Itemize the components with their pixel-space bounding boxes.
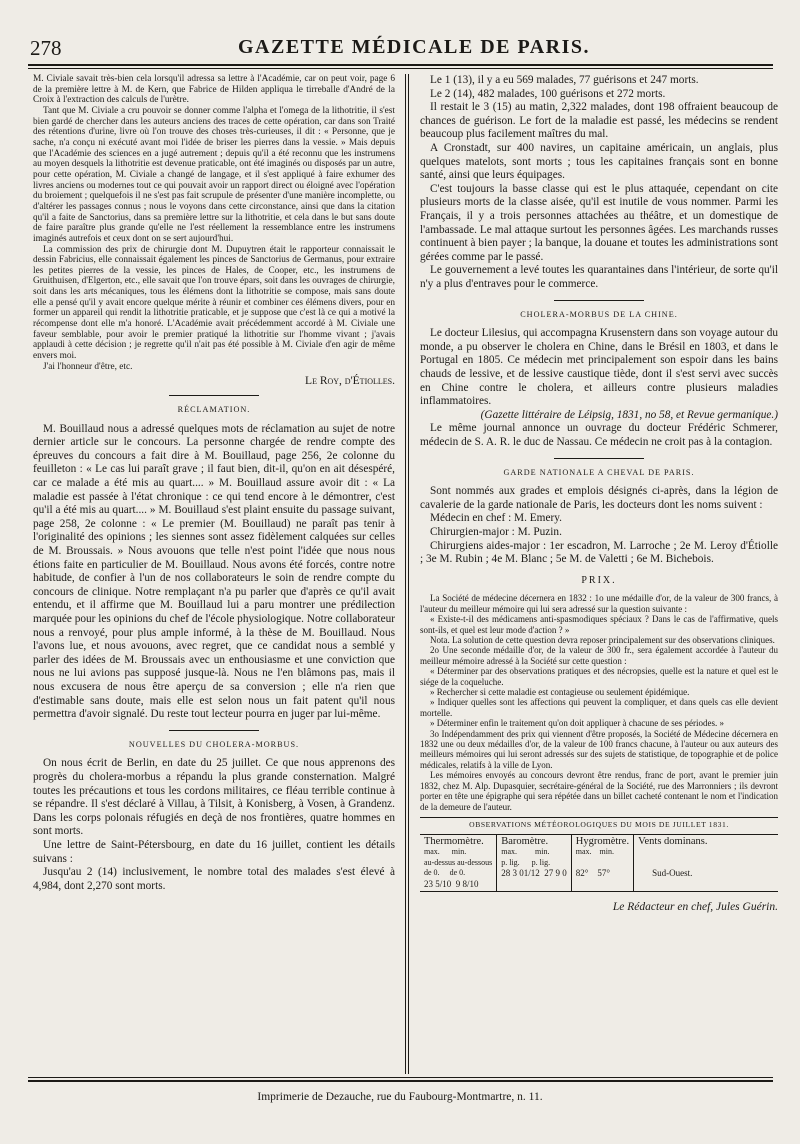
column-divider-2: [408, 74, 409, 1074]
paragraph: M. Bouillaud nous a adressé quelques mots de réclamation au sujet de notre dernier article sur le concours. La personne chargée de rendre compte des épreuves du concours a fait dire à M. Bouillaud, page 256, 2e colonne du feuilleton : « Le cas lui paraît grave ; il faut bien, dit-il, qu'on en ait désespéré, car ce malade a été mis au quart.... » M. Bouillaud assure avoir dit : « La maladie est passée à l'état chronique : ce qui tend encore à le démontrer, c'est qu'il a été mis au quart.... » M. Bouillaud s'est plaint ensuite du passage suivant, page 258, 2e colonne : « Le premier (M. Bouillaud) ne paraît pas tenir à l'originalité des opinions ; les siennes sont assez fidèlement calquées sur celles de M. Broussais. » Nous avouons que telle n'est point l'idée que nous nous étions faite en particulier de M. Bouillaud. Nous avons été forcés, contre notre habitude, de confier à l'un de nos collaborateurs le soin de rendre compte du concours de clinique. Notre remplaçant n'a pu parler que d'après ce qu'il avait entendu, et il affirme que M. Bouillaud lui a paru montrer une prédilection marquée pour les opinions du chef de l'école physiologique. Notre collaborateur nous a renvoyé, pour plus ample informé, à la thèse de M. Bouillaud. Nous l'avons lue, et nous avouons, avec regret, que ce candidat nous a semblé y parler des idées de M. Broussais avec un enthousiasme et une conviction que nous ne lui avions pas supposé jusque-là. Nous ne l'en blâmons pas, mais il nous excusera de nous être aperçu de sa conversion ; elle n'a rien que d'estimable sans doute, mais elle est selon nous un fait patent qu'il nous permettra d'avoir signalé. Du reste tout lecteur pourra en juger par lui-même.: [33, 422, 395, 721]
thermo-min-value: 9 8/10: [455, 878, 479, 889]
paragraph: C'est toujours la basse classe qui est le plus attaquée, cependant on cite plusieurs morts de la classe aisée, qu'il est inutile de vous nommer. Parmi les Français, il y a trois personnes attachées au théâtre, et un domestique de l'ambassade. Le mal attaque surtout les personnes âgées. Les marchands russes continuent à bien payer ; la banque, la douane et toutes les administrations sont gérées comme par le passé.: [420, 182, 778, 263]
paragraph: » Indiquer quelles sont les affections qui peuvent la compliquer, et dans quels cas elle devient mortelle.: [420, 697, 778, 718]
paragraph: J'ai l'honneur d'être, etc.: [43, 361, 133, 372]
paragraph: La commission des prix de chirurgie dont M. Dupuytren était le rapporteur connaissait le dessin Fabricius, elle connaissait également les pinces de Sanctorius de Germanus, pour extraire les petites pierres de la vessie, les pinces de Hales, de Cooper, etc., les instrumens de Gruithuisen, d'Elgerton, etc., elle savait que l'on trouve épars, soit dans les ouvrages de chirurgie, soit dans les arts mécaniques, tous les élémens dont la lithotritie se compose, mais sans doute elle a pensé qu'il y avait encore quelque mérite à réunir et combiner ces élémens divers, pour en former un appareil qui rendit la lithotritie praticable, et je suppose que c'est là ce qui a motivé la récompense dont elle m'a honoré. L'Académie avait précédemment accordé à M. Civiale une faveur semblable, pour avoir le premier pratiqué la lithotritie sur l'homme vivant ; j'avais applaudi à cette décision ; je regrette qu'il n'ait pas été possible à M. Civiale d'en agir de même envers moi.: [33, 244, 395, 362]
page-number: 278: [30, 36, 62, 60]
baro-min-value: 27 9 0: [544, 868, 567, 879]
masthead-title: GAZETTE MÉDICALE DE PARIS.: [238, 36, 591, 58]
baro-min-label: min.: [535, 847, 550, 857]
section-heading: NOUVELLES DU CHOLERA-MORBUS.: [128, 739, 300, 749]
divider: [554, 300, 644, 301]
signature: Le Roy, d'Étiolles.: [305, 375, 395, 388]
winds-label: Vents dominans.: [638, 835, 708, 847]
baro-max-label: max.: [501, 847, 517, 857]
thermometer-cell: [420, 835, 497, 892]
thermo-max-label: max.: [424, 847, 440, 857]
paragraph: Les mémoires envoyés au concours devront être rendus, franc de port, avant le premier juin 1832, chez M. Alp. Dupasquier, secrétaire-général de la Société, rue des Marronniers ; ils devront porter en tête une épigraphe qui sera répétée dans un billet cacheté contenant le nom et l'indication de la demeure de l'auteur.: [420, 770, 778, 812]
paragraph: Le même journal annonce un ouvrage du docteur Frédéric Schmerer, médecin de S. A. R. le duc de Nassau. Ce médecin ne croit pas à la contagion.: [420, 422, 778, 448]
paragraph: La Société de médecine décernera en 1832 : 1o une médaille d'or, de la valeur de 300 francs, à l'auteur du meilleur mémoire qui lui sera adressé sur la question suivante :: [420, 593, 778, 614]
hygro-max-label: max.: [575, 847, 592, 857]
paragraph: Le docteur Lilesius, qui accompagna Krusenstern dans son voyage autour du monde, a pu observer le cholera en Chine, dans le Brésil en 1803, et dans le Portugal en 1805. Ce médecin met principalement son espoir dans les bains chauds de lessive, et de lessive caustique tiède, dont il s'est servi avec succès en Chine contre le cholera, et ailleurs contre plusieurs maladies inflammatoires.: [420, 327, 778, 408]
thermo-note: au-dessus: [424, 857, 456, 867]
hygro-min-label: min.: [599, 847, 614, 857]
hygrometer-label: Hygromètre.: [575, 835, 630, 847]
baro-max-value: 28 3 01/12: [501, 868, 540, 879]
paragraph: Nota. La solution de cette question devra reposer principalement sur des observations cliniques.: [430, 635, 775, 645]
paragraph: M. Civiale savait très-bien cela lorsqu'il adressa sa lettre à l'Académie, car on peut voir, page 6 de la première lettre à M. de Kern, que Fabrice de Hilden appliqua le tirreballe d'André de la Croix à l'extraction des calculs de l'urètre.: [33, 74, 395, 106]
divider: [169, 730, 259, 731]
thermo-note: de 0.: [424, 868, 440, 878]
column-divider: [405, 74, 406, 1074]
paragraph: 2o Une seconde médaille d'or, de la valeur de 300 fr., sera également accordée à l'auteur du meilleur mémoire adressé à la Société sur cette question :: [420, 645, 778, 666]
barometer-cell: [497, 835, 572, 892]
footer-rule: [28, 1077, 773, 1078]
section-heading: GARDE NATIONALE A CHEVAL DE PARIS.: [503, 467, 695, 477]
weather-title: OBSERVATIONS MÉTÉOROLOGIQUES DU MOIS DE JUILLET 1831.: [469, 819, 729, 829]
barometer-label: Baromètre.: [501, 835, 549, 847]
thermometer-label: Thermomètre.: [424, 835, 484, 847]
editor-signature: Le Rédacteur en chef, Jules Guérin.: [612, 901, 778, 914]
paragraph: Jusqu'au 2 (14) inclusivement, le nombre total des malades s'est élevé à 4,984, dont 2,270 sont morts.: [33, 866, 395, 892]
printer-imprint: Imprimerie de Dezauche, rue du Faubourg-Montmartre, n. 11.: [257, 1091, 543, 1103]
citation: (Gazette littéraire de Léipsig, 1831, no 58, et Revue germanique.): [480, 408, 778, 421]
paragraph: Chirurgiens aides-major : 1er escadron, M. Larroche ; 2e M. Leroy d'Étiolle ; 3e M. Rubin ; 4e M. Blanc ; 5e M. de Valetti ; 6e M. Bichebois.: [420, 539, 778, 566]
baro-unit: p. lig.: [531, 857, 551, 867]
paragraph: « Déterminer par des observations pratiques et des nécropsies, quelle est la nature et quel est le siége de la coqueluche.: [420, 666, 778, 687]
hygrometer-cell: [572, 835, 634, 892]
paragraph: Le gouvernement a levé toutes les quarantaines dans l'intérieur, de sorte qu'il n'y a plus d'entraves pour le commerce.: [420, 264, 778, 290]
paragraph: Le 2 (14), 482 malades, 100 guérisons et 272 morts.: [430, 87, 666, 100]
paragraph: « Existe-t-il des médicamens anti-spasmodiques spéciaux ? Dans le cas de l'affirmative, quels sont-ils, et quel est leur mode d'action ? »: [420, 614, 778, 635]
left-column: [33, 74, 395, 893]
winds-cell: [634, 835, 778, 892]
divider: [169, 395, 259, 396]
hygro-max-value: 82°: [575, 868, 589, 879]
hygro-min-value: 57°: [597, 868, 610, 879]
paragraph: Le 1 (13), il y a eu 569 malades, 77 guérisons et 247 morts.: [430, 74, 699, 86]
paragraph: » Rechercher si cette maladie est contagieuse ou seulement épidémique.: [430, 687, 690, 698]
paragraph: Il restait le 3 (15) au matin, 2,322 malades, dont 198 offraient beaucoup de chances de guérison. Le fort de la maladie est passé, les médecins se rendent beaucoup plus facilement maîtres du mal.: [420, 101, 778, 141]
thermo-note: au-dessous: [457, 857, 493, 867]
header-rule: [28, 64, 773, 66]
paragraph: On nous écrit de Berlin, en date du 25 juillet. Ce que nous apprenons des progrès du cholera-morbus a répandu la plus grande consternation. Malgré toutes les précautions et tous les cordons militaires, ce fléau terrible continue à se répandre. Il s'est déclaré à Villau, à Tilsit, à Konisberg, à Vosen, à Grandenz. Dans les corps polonais réfugiés en deçà de nos frontières, quatre hommes en sont morts.: [33, 757, 395, 838]
baro-unit: p. lig.: [501, 857, 520, 867]
paragraph: » Déterminer enfin le traitement qu'on doit appliquer à chacune de ses périodes. »: [430, 718, 725, 729]
header-rule-thin: [28, 68, 773, 69]
paragraph: Tant que M. Civiale a cru pouvoir se donner comme l'alpha et l'omega de la lithotritie, il s'est bien gardé de chercher dans les auteurs anciens des traces de cette opération, car dans son Traité des rétentions d'urine, livre où l'on trouve des choses très-curieuses, il dit : « Personne, que je sache, n'a conçu ni exécuté avant moi l'idée de briser les pierres dans la vessie. » Mais depuis que l'Académie des sciences en a jugé autrement ; depuis qu'il a été reconnu que les instrumens au moyen desquels la lithotritie est devenue praticable, ont été imaginés ou disposés par un autre, pour cette opération, M. Civiale a changé de langage, et il s'est appliqué à faire exhumer des livres anciens ou modernes tout ce qui pouvait avoir un rapport direct ou éloigné avec l'opération du broiement ; quelquefois il ne s'est pas fait scrupule de présenter d'une manière incomplette, ou d'altérer les passages connus ; nous le voyons dans cette circonstance, ainsi que dans la citation qu'il a faite de Sanctorius, dans sa première lettre sur la lithotritie, et cela dans le but sans doute de faire paraître plus grande qu'elle ne l'est réellement la ressemblance entre les instrumens imaginés autrefois et ceux dont on se sert aujourd'hui.: [33, 105, 395, 244]
weather-table: [420, 817, 778, 892]
paragraph: Chirurgien-major : M. Puzin.: [430, 525, 562, 538]
paragraph: Sont nommés aux grades et emplois désignés ci-après, dans la légion de cavalerie de la garde nationale de Paris, les docteurs dont les noms suivent :: [420, 485, 778, 511]
right-column: [420, 74, 778, 913]
paragraph: Médecin en chef : M. Emery.: [430, 512, 562, 525]
section-heading: RÉCLAMATION.: [177, 405, 251, 415]
thermo-min-label: min.: [451, 847, 467, 857]
paragraph: 3o Indépendamment des prix qui viennent d'être proposés, la Société de Médecine décernera en 1832 une ou deux médailles d'or, de la valeur de 100 francs chacune, à l'auteur ou aux auteurs des meilleurs mémoires qui lui seront adressés sur des sujets de statistique, de topographie et de police médicales, relatifs à la ville de Lyon.: [420, 728, 778, 770]
divider: [554, 458, 644, 459]
paragraph: A Cronstadt, sur 400 navires, un capitaine américain, un anglais, plus quelques matelots, sont morts ; tous les capitaines français sont en bonne santé, ainsi que leurs équipages.: [420, 141, 778, 182]
section-heading: PRIX.: [581, 574, 617, 586]
paragraph: Une lettre de Saint-Pétersbourg, en date du 16 juillet, contient les détails suivans :: [33, 838, 395, 865]
thermo-note: de 0.: [449, 868, 466, 878]
footer-rule-thick: [28, 1080, 773, 1082]
winds-value: Sud-Ouest.: [652, 868, 693, 879]
thermo-max-value: 23 5/10: [424, 878, 452, 889]
section-heading: CHOLERA-MORBUS DE LA CHINE.: [520, 309, 678, 319]
